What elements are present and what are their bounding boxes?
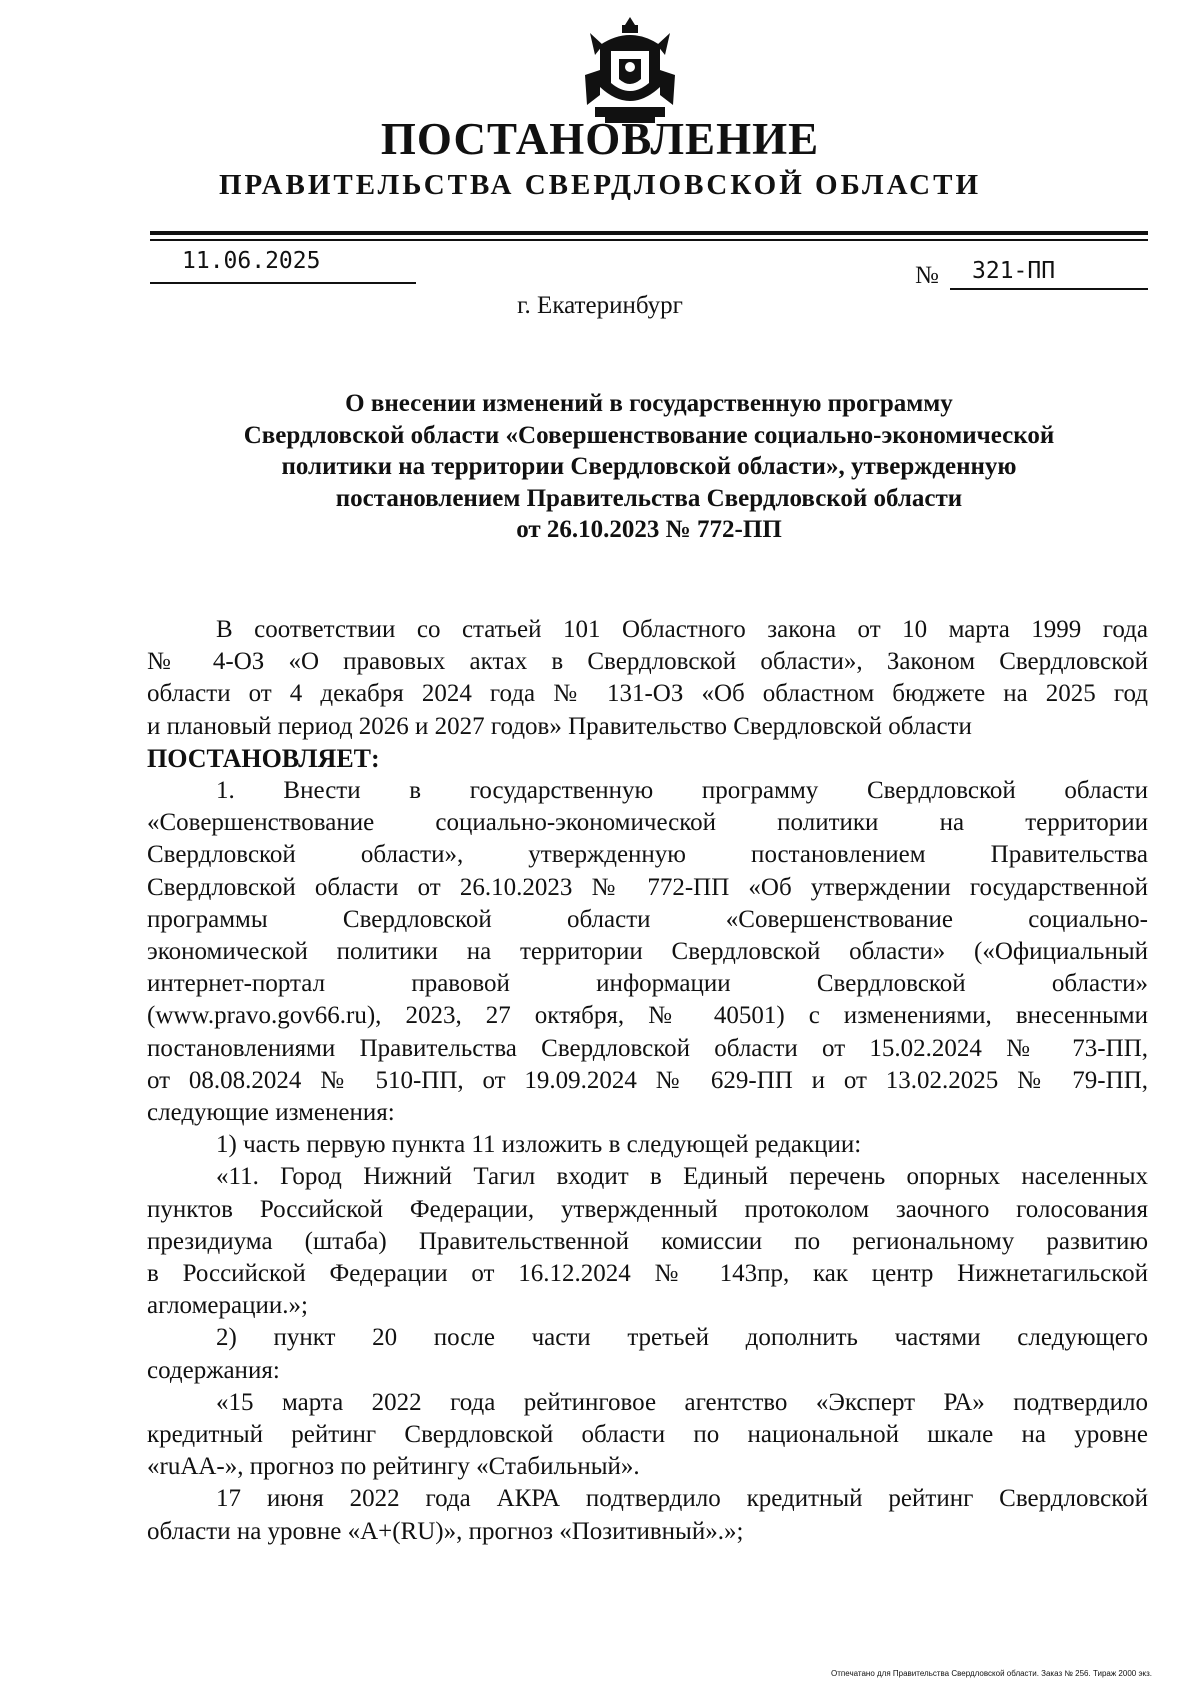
print-imprint: Отпечатано для Правительства Свердловской области. Заказ № 256. Тираж 2000 экз. [831, 1669, 1152, 1678]
title-line: от 26.10.2023 № 772-ПП [516, 516, 782, 543]
date-underline [150, 282, 416, 284]
body-line: кредитный рейтинг Свердловской области по национальной шкале на уровне [147, 1421, 1148, 1449]
body-line: 17 июня 2022 года АКРА подтвердило кредитный рейтинг Свердловской [216, 1485, 1148, 1513]
title-line: постановлением Правительства Свердловской области [335, 484, 963, 512]
resolves-heading: ПОСТАНОВЛЯЕТ: [147, 743, 380, 773]
header-rule-thick [150, 231, 1148, 235]
body-line: 1) часть первую пункта 11 изложить в следующей редакции: [216, 1131, 862, 1159]
body-line: интернет-портал правовой информации Свердловской области» [147, 970, 1148, 998]
body-line: агломерации.»; [147, 1292, 308, 1320]
document-type: ПОСТАНОВЛЕНИЕ [380, 114, 820, 164]
body-line: Свердловской области», утвержденную постановлением Правительства [147, 841, 1148, 869]
body-line: области от 4 декабря 2024 года № 131-ОЗ «Об областном бюджете на 2025 год [147, 680, 1148, 708]
document-date: 11.06.2025 [182, 248, 321, 274]
body-line: Свердловской области от 26.10.2023 № 772-ПП «Об утверждении государственной [147, 873, 1148, 901]
body-line: от 08.08.2024 № 510-ПП, от 19.09.2024 № 629-ПП и от 13.02.2025 № 79-ПП, [147, 1066, 1148, 1094]
body-line: и плановый период 2026 и 2027 годов» Правительство Свердловской области [147, 712, 972, 740]
city-name: г. Екатеринбург [517, 292, 683, 319]
document-title [150, 388, 1148, 546]
body-line: следующие изменения: [147, 1099, 395, 1127]
body-line: в Российской Федерации от 16.12.2024 № 143пр, как центр Нижнетагильской [147, 1260, 1148, 1288]
body-line: 1. Внести в государственную программу Свердловской области [216, 777, 1148, 805]
body-line: 2) пункт 20 после части третьей дополнить частями следующего [216, 1324, 1148, 1352]
document-body [147, 614, 1148, 1548]
body-line: В соответствии со статьей 101 Областного закона от 10 марта 1999 года [216, 616, 1148, 643]
body-line: постановлениями Правительства Свердловской области от 15.02.2024 № 73-ПП, [147, 1034, 1148, 1062]
body-line: экономической политики на территории Свердловской области» («Официальный [147, 938, 1148, 966]
issuing-authority: ПРАВИТЕЛЬСТВА СВЕРДЛОВСКОЙ ОБЛАСТИ [218, 169, 982, 201]
body-line: № 4-ОЗ «О правовых актах в Свердловской области», Законом Свердловской [147, 648, 1148, 676]
body-line: программы Свердловской области «Совершенствование социально- [147, 905, 1148, 933]
title-line: политики на территории Свердловской области», утвержденную [281, 453, 1017, 480]
body-line: «ruAA-», прогноз по рейтингу «Стабильный». [147, 1453, 640, 1481]
number-underline [950, 288, 1148, 290]
body-line: области на уровне «A+(RU)», прогноз «Позитивный».»; [147, 1517, 744, 1545]
coat-of-arms-emblem [575, 15, 685, 125]
body-line: президиума (штаба) Правительственной комиссии по региональному развитию [147, 1227, 1148, 1255]
title-line: О внесении изменений в государственную программу [345, 390, 953, 417]
body-line: «Совершенствование социально-экономической политики на территории [147, 809, 1148, 837]
body-line: (www.pravo.gov66.ru), 2023, 27 октября, № 40501) с изменениями, внесенными [147, 1002, 1148, 1030]
header-rule-thin [150, 239, 1148, 241]
number-sign: № [915, 262, 939, 289]
document-number: 321-ПП [972, 258, 1056, 284]
body-line: пунктов Российской Федерации, утвержденный протоколом заочного голосования [147, 1195, 1148, 1223]
body-line: «15 марта 2022 года рейтинговое агентство «Эксперт РА» подтвердило [216, 1388, 1148, 1416]
title-line: Свердловской области «Совершенствование социально-экономической [243, 421, 1055, 449]
body-line: «11. Город Нижний Тагил входит в Единый перечень опорных населенных [216, 1163, 1148, 1191]
body-line: содержания: [147, 1356, 280, 1384]
